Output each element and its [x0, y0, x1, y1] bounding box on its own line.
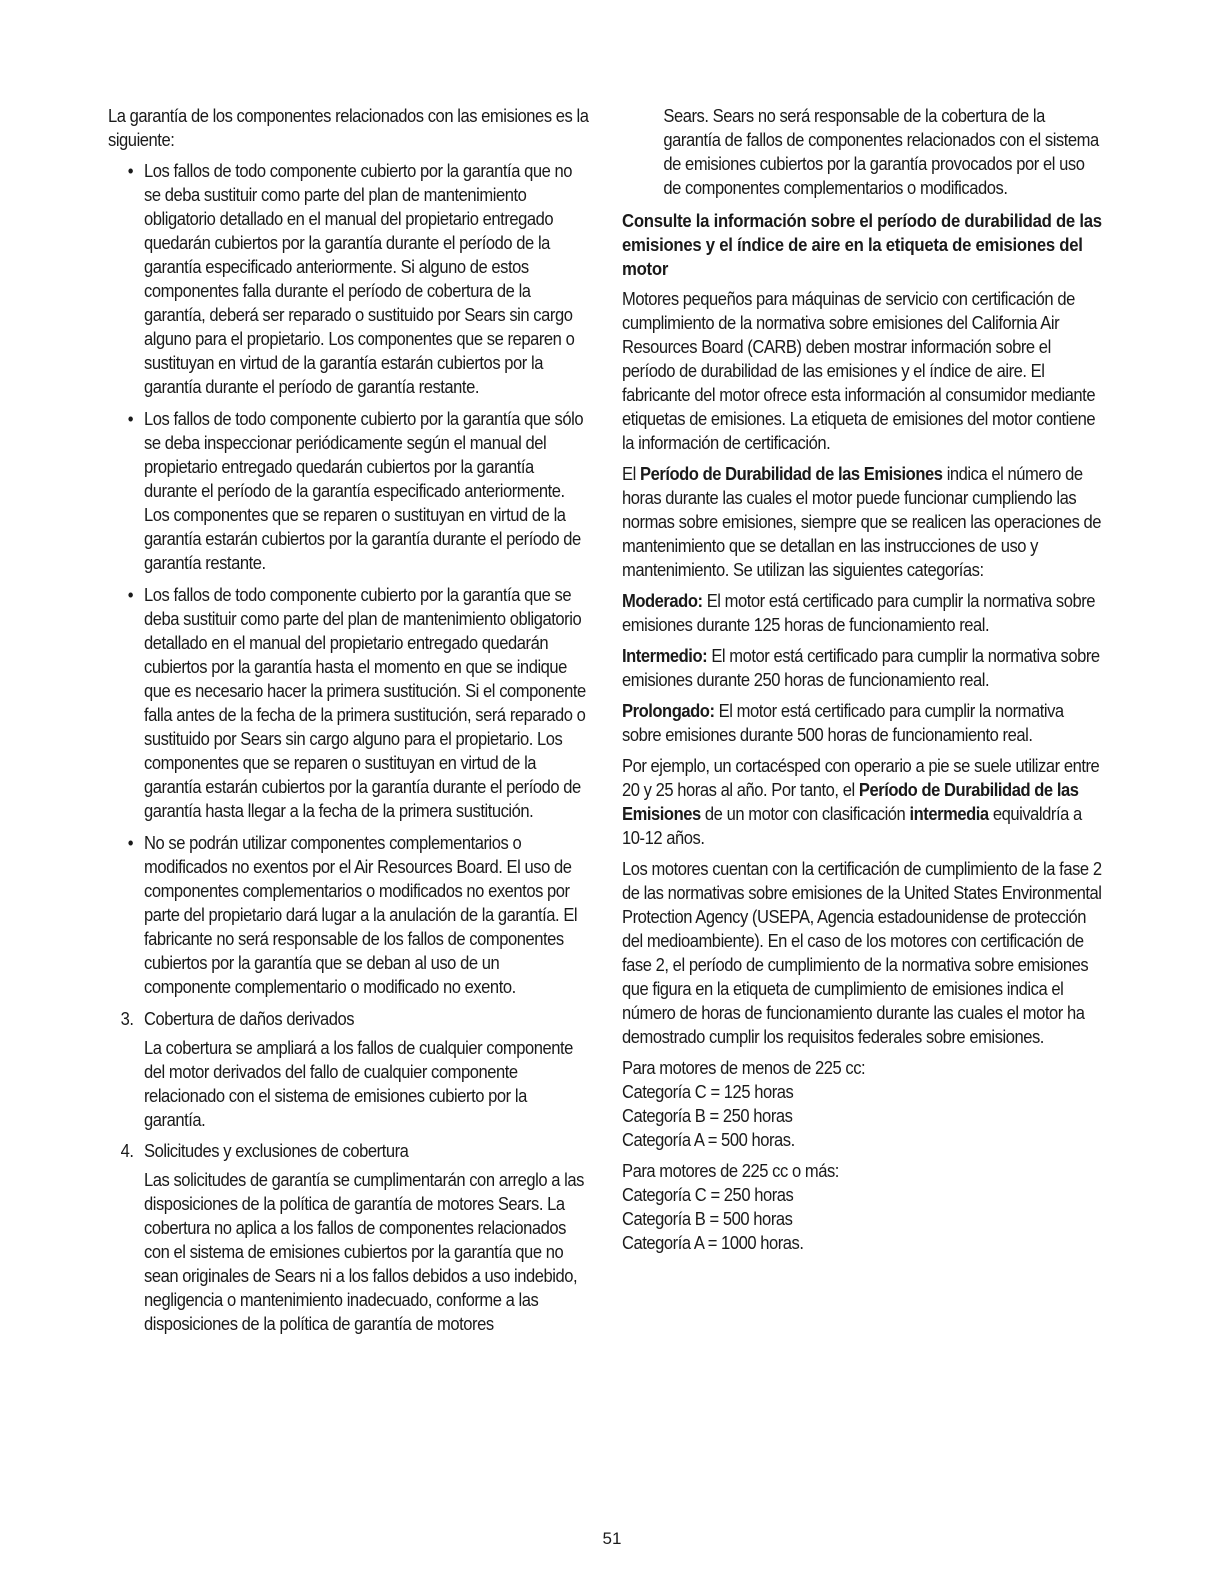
durability-post: indica el número de horas durante las cuales el motor puede funcionar cumpliendo las normas sobre emisiones, siempre que se realicen las operaciones de mantenimiento que se detallan en las instrucciones de uso y mantenimiento. Se utilizan las siguientes categorías: — [622, 463, 1102, 580]
durability-pre: El — [622, 463, 636, 484]
example-term: Período de Durabilidad de las Emisiones — [622, 779, 1079, 824]
list-line: Categoría C = 125 horas — [622, 1081, 794, 1102]
section-heading: Consulte la información sobre el período de durabilidad de las emisiones y el índice de aire en la etiqueta de emisiones del motor — [622, 210, 1102, 279]
category-moderado — [622, 589, 1105, 637]
continuation-paragraph: Sears. Sears no será responsable de la cobertura de la garantía de fallos de componentes relacionados con el sistema de emisiones cubiertos por la garantía provocados por el uso de componentes complementarios o modificados. — [663, 105, 1099, 198]
category-list-small-engines — [622, 1056, 1105, 1152]
durability-term: Período de Durabilidad de las Emisiones — [639, 463, 943, 484]
bullet-item: • Los fallos de todo componente cubierto por la garantía que se deba sustituir como parte del plan de mantenimiento obligatorio detallado en el manual del propietario entregado quedarán cubiertos por la garantía hasta el momento en que se indique que es necesario hacer la primera sustitución. Si el componente falla antes de la fecha de la primera sustitución, será reparado o sustituido por Sears sin cargo alguno para el propietario. Los componentes que se reparen o sustituyan en virtud de la garantía estarán cubiertos por la garantía durante el período de garantía hasta llegar a la fecha de la primera sustitución. — [108, 583, 589, 823]
example-post: equivaldría a 10-12 años. — [622, 803, 1082, 848]
page-number: 51 — [602, 1529, 622, 1548]
left-column — [108, 104, 589, 1343]
section-3 — [108, 1007, 589, 1132]
list-line: Categoría B = 500 horas — [622, 1208, 793, 1229]
example-classification: intermedia — [909, 803, 989, 824]
bullet-item: • No se podrán utilizar componentes complementarios o modificados no exentos por el Air Resources Board. El uso de componentes complementarios o modificados no exentos por parte del propietario dará lugar a la anulación de la garantía. El fabricante no será responsable de los fallos de componentes cubiertos por la garantía que se deban al uso de un componente complementario o modificado no exento. — [108, 831, 589, 999]
list-line: Categoría A = 1000 horas. — [622, 1232, 804, 1253]
section-3-body: La cobertura se ampliará a los fallos de cualquier componente del motor derivados del fallo de cualquier componente relacionado con el sistema de emisiones cubierto por la garantía. — [144, 1037, 573, 1130]
section-4-title: Solicitudes y exclusiones de cobertura — [144, 1140, 409, 1161]
carb-paragraph: Motores pequeños para máquinas de servicio con certificación de cumplimiento de la normativa sobre emisiones del California Air Resources Board (CARB) deben mostrar información sobre el período de durabilidad de las emisiones y el índice de aire. El fabricante del motor ofrece esta información al consumidor mediante etiquetas de emisiones. La etiqueta de emisiones del motor contiene la información de certificación. — [622, 288, 1096, 453]
example-pre: Por ejemplo, un cortacésped con operario a pie se suele utilizar entre 20 y 25 horas al año. Por tanto, el — [622, 755, 1100, 800]
category-text: El motor está certificado para cumplir la normativa sobre emisiones durante 125 horas de funcionamiento real. — [622, 590, 1096, 635]
list-line: Para motores de 225 cc o más: — [622, 1160, 839, 1181]
usepa-paragraph: Los motores cuentan con la certificación de cumplimiento de la fase 2 de las normativas sobre emisiones de la United States Environmental Protection Agency (USEPA, Agencia estadounidense de protección del medioambiente). En el caso de los motores con certificación de fase 2, el período de cumplimiento de la normativa sobre emisiones que figura en la etiqueta de cumplimiento de emisiones indica el número de horas de funcionamiento durante las cuales el motor ha demostrado cumplir los requisitos federales sobre emisiones. — [622, 858, 1102, 1047]
category-prolongado — [622, 699, 1105, 747]
example-mid: de un motor con clasificación — [704, 803, 906, 824]
category-text: El motor está certificado para cumplir la normativa sobre emisiones durante 250 horas de funcionamiento real. — [622, 645, 1100, 690]
section-4 — [108, 1139, 589, 1336]
section-3-title: Cobertura de daños derivados — [144, 1008, 355, 1029]
list-line: Categoría B = 250 horas — [622, 1105, 793, 1126]
warranty-bullet-list — [108, 159, 589, 999]
list-line: Para motores de menos de 225 cc: — [622, 1057, 866, 1078]
category-label: Prolongado: — [622, 700, 715, 721]
intro-paragraph: La garantía de los componentes relacionados con las emisiones es la siguiente: — [108, 105, 589, 150]
bullet-item: • Los fallos de todo componente cubierto por la garantía que no se deba sustituir como parte del plan de mantenimiento obligatorio detallado en el manual del propietario entregado quedarán cubiertos por la garantía durante el período de la garantía especificado anteriormente. Si alguno de estos componentes falla durante el período de cobertura de la garantía, deberá ser reparado o sustituido por Sears sin cargo alguno para el propietario. Los componentes que se reparen o sustituyan en virtud de la garantía estarán cubiertos por la garantía durante el período de garantía restante. — [108, 159, 589, 399]
bullet-item: • Los fallos de todo componente cubierto por la garantía que sólo se deba inspeccionar periódicamente según el manual del propietario entregado quedarán cubiertos por la garantía durante el período de la garantía especificado anteriormente. Los componentes que se reparen o sustituyan en virtud de la garantía estarán cubiertos por la garantía durante el período de garantía restante. — [108, 407, 589, 575]
right-column — [622, 104, 1105, 1262]
example-paragraph — [622, 754, 1105, 850]
category-intermedio — [622, 644, 1105, 692]
durability-paragraph — [622, 462, 1105, 582]
category-list-large-engines — [622, 1159, 1105, 1255]
section-4-body: Las solicitudes de garantía se cumplimentarán con arreglo a las disposiciones de la política de garantía de motores Sears. La cobertura no aplica a los fallos de componentes relacionados con el sistema de emisiones cubiertos por la garantía que no sean originales de Sears ni a los fallos debidos a uso indebido, negligencia o mantenimiento inadecuado, conforme a las disposiciones de la política de garantía de motores — [144, 1169, 584, 1334]
category-label: Intermedio: — [622, 645, 708, 666]
list-line: Categoría C = 250 horas — [622, 1184, 794, 1205]
category-label: Moderado: — [622, 590, 703, 611]
section-4-number: 4. — [120, 1140, 134, 1161]
list-line: Categoría A = 500 horas. — [622, 1129, 795, 1150]
section-3-number: 3. — [120, 1008, 134, 1029]
category-text: El motor está certificado para cumplir la normativa sobre emisiones durante 500 horas de funcionamiento real. — [622, 700, 1064, 745]
